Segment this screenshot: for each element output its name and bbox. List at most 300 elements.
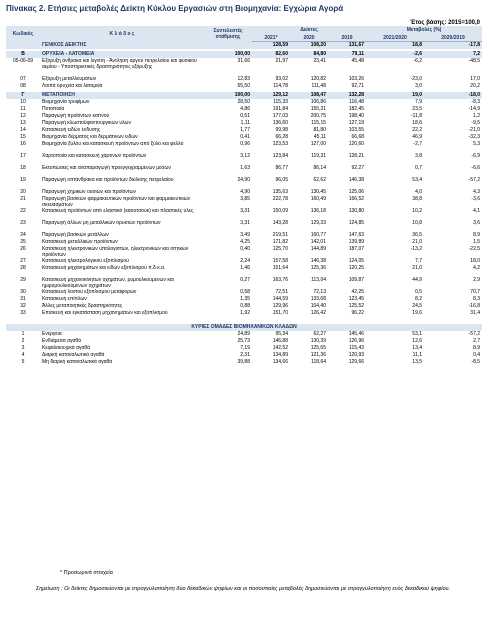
cell-code: 1 — [21, 331, 25, 337]
table-row — [6, 83, 482, 90]
table-row — [6, 196, 482, 208]
cell-w: 1,77 — [240, 127, 250, 133]
cell-i21: 82,60 — [252, 51, 290, 58]
cell-i21: 177,03 — [272, 113, 288, 119]
cell-w: 0,58 — [240, 289, 250, 295]
cell-name: ΜΕΤΑΠΟΙΗΣΗ — [40, 92, 204, 99]
table-row — [6, 338, 482, 345]
cell-c1: -2,6 — [366, 51, 424, 58]
cell-i21: 125,70 — [272, 246, 288, 252]
page-title: Πίνακας 2. Ετήσιες μεταβολές Δείκτη Κύκλου Εργασιών στη Βιομηχανία: Εγχώρια Αγορά — [6, 4, 344, 13]
cell-i19: 147,63 — [348, 232, 365, 238]
cell-i20: 104,40 — [310, 303, 326, 309]
cell-code: 07 — [20, 76, 26, 82]
cell-i20: 72,13 — [313, 289, 326, 295]
cell-w: 3,49 — [240, 232, 250, 238]
cell-i20: 86,14 — [313, 165, 326, 171]
cell-code: B — [6, 51, 40, 58]
cell-i19: 116,48 — [349, 99, 365, 105]
cell-i21: 146,88 — [272, 338, 288, 344]
table-row — [6, 153, 482, 165]
cell-name: Κατασκευή προϊόντων από ελαστικό (καουτσούκ) και πλαστικές ύλες — [42, 208, 194, 214]
cell-code: 10 — [20, 99, 26, 105]
table-row — [6, 246, 482, 258]
cell-i19: 139,89 — [348, 239, 365, 245]
cell-name: Κατασκευή μεταλλικών προϊόντων — [42, 239, 118, 245]
table-row — [6, 359, 482, 366]
cell-i20: 121,36 — [310, 352, 326, 358]
cell-c1: 53,4 — [412, 177, 423, 183]
cell-c1: 44,9 — [412, 277, 423, 283]
table-row — [6, 265, 482, 277]
section-c-row — [6, 92, 482, 99]
cell-c2: -57,2 — [468, 177, 481, 183]
cell-w: 1,92 — [240, 310, 250, 316]
cell-c1: 38,8 — [412, 196, 423, 202]
cell-i21: 115,33 — [273, 99, 288, 105]
cell-i20: 133,68 — [310, 296, 326, 302]
cell-code: 24 — [20, 232, 26, 238]
cell-code: 14 — [20, 127, 26, 133]
base-year-label: Έτος βάσης: 2015=100,0 — [410, 20, 480, 26]
table-row — [6, 76, 482, 83]
table-row — [6, 141, 482, 153]
cell-c2: 7,2 — [424, 51, 482, 58]
cell-c2: 3,6 — [473, 220, 481, 226]
cell-w: 2,24 — [240, 258, 250, 264]
cell-i20: 126,42 — [310, 310, 326, 316]
cell-c2: -3,6 — [471, 196, 481, 202]
cell-i21: 93,02 — [275, 76, 288, 82]
cell-w: 0,51 — [240, 113, 250, 119]
cell-c2: -32,3 — [468, 134, 481, 140]
cell-name: Χαρτοποιία και κατασκευή χάρτινων προϊόντων — [42, 153, 147, 159]
cell-c1: 46,9 — [412, 134, 423, 140]
table-row — [6, 58, 482, 76]
cell-i20: 106,86 — [310, 99, 326, 105]
cell-i21: 96,05 — [275, 177, 288, 183]
cell-code: 17 — [20, 153, 26, 159]
cell-c1: 21,0 — [412, 265, 423, 271]
cell-w: 25,73 — [237, 338, 250, 344]
cell-code: 13 — [20, 120, 26, 126]
cell-i19: 130,80 — [348, 208, 365, 214]
cell-w: 3,31 — [240, 220, 250, 226]
cell-i19: 66,68 — [351, 134, 365, 140]
cell-i19: 146,38 — [348, 177, 365, 183]
cell-code: Γ — [6, 92, 40, 99]
cell-w: 0,41 — [240, 134, 250, 140]
cell-name: Κατασκευή ηλεκτρολογικού εξοπλισμού — [42, 258, 129, 264]
turnover-index-table — [6, 26, 482, 366]
header-branch: Κ λ ά δ ο ς — [40, 26, 204, 42]
header-weights: Συντελεστές στάθμισης — [204, 26, 252, 42]
table-row — [6, 258, 482, 265]
cell-c2: -14,9 — [468, 106, 481, 112]
cell-i20: 130,39 — [310, 338, 326, 344]
cell-c2: -21,0 — [468, 127, 481, 133]
cell-c2: -6,6 — [471, 165, 481, 171]
header-changes: Μεταβολές (%) — [366, 26, 482, 34]
cell-i19: 120,60 — [348, 141, 365, 147]
cell-c2: 17,0 — [470, 76, 481, 82]
cell-c1: 53,1 — [412, 331, 423, 337]
rounding-note: Σημείωση : Οι δείκτες δημοσιεύονται με στρογγυλοποίηση δύο δεκαδικών ψηφίων και οι ποσοστιαίες μεταβολές δημοσιεύονται με στρογγυλοποίηση ενός δεκαδικού ψηφίου. — [35, 586, 451, 592]
cell-name: Επισκευή και εγκατάσταση μηχανημάτων και εξοπλισμού — [42, 310, 168, 316]
cell-w: 55,50 — [237, 83, 250, 89]
cell-name: Βιομηχανία ξύλου και κατασκευή προϊόντων από ξύλο και φελλό — [42, 141, 184, 147]
cell-code: 33 — [20, 310, 26, 316]
cell-i19: 124,05 — [348, 258, 365, 264]
provisional-footnote: * Προσωρινά στοιχεία — [60, 570, 113, 576]
cell-name: Διαρκή καταναλωτικά αγαθά — [42, 352, 105, 358]
cell-code: 20 — [20, 189, 26, 195]
cell-i19: 109,87 — [348, 277, 365, 283]
cell-c2: 31,4 — [470, 310, 481, 316]
cell-w: 3,85 — [240, 196, 250, 202]
cell-c2: -22,5 — [468, 246, 481, 252]
cell-c2: 1,5 — [473, 239, 481, 245]
cell-code: 2 — [21, 338, 25, 344]
cell-c1: 36,5 — [412, 232, 423, 238]
table-row — [6, 303, 482, 310]
cell-code: 11 — [20, 106, 26, 112]
table-header — [6, 26, 482, 42]
table-row — [6, 331, 482, 338]
cell-c1: 19,6 — [412, 310, 423, 316]
cell-name: Βιομηχανία τροφίμων — [42, 99, 90, 105]
cell-c2: 8,9 — [473, 232, 481, 238]
cell-name: Βιομηχανία δέρματος και δερμάτινων ειδών — [42, 134, 138, 140]
cell-code: 30 — [20, 289, 26, 295]
cell-i21: 99,98 — [275, 127, 288, 133]
cell-i20: 81,80 — [313, 127, 326, 133]
cell-c2: -17,8 — [424, 42, 482, 50]
header-change-2021-2020: 2021/2020 — [366, 34, 424, 42]
cell-i20: 155,31 — [310, 106, 326, 112]
cell-i19: 132,28 — [328, 92, 366, 99]
section-b-row — [6, 51, 482, 58]
cell-i19: 166,52 — [348, 196, 365, 202]
cell-i20: 62,62 — [313, 177, 326, 183]
cell-code: 08 — [20, 83, 26, 89]
table-row — [6, 296, 482, 303]
cell-w: 0,40 — [240, 246, 250, 252]
cell-i19: 125,52 — [348, 303, 365, 309]
cell-name: Ενδιάμεσα αγαθά — [42, 338, 82, 344]
cell-w: 39,88 — [237, 359, 250, 365]
cell-c2: 0,4 — [473, 352, 481, 358]
cell-i20: 160,49 — [310, 196, 326, 202]
cell-name: Ενέργεια — [42, 331, 62, 337]
cell-code: 18 — [20, 165, 26, 171]
cell-c1: 22,2 — [412, 127, 423, 133]
cell-w: 100,00 — [204, 92, 252, 99]
cell-c2: 5,3 — [473, 141, 481, 147]
cell-i21: 151,70 — [272, 310, 288, 316]
cell-c2: 8,3 — [473, 296, 481, 302]
cell-name: Εξόρυξη μεταλλευμάτων — [42, 76, 97, 82]
cell-i21: 123,84 — [272, 153, 288, 159]
cell-i19: 123,45 — [348, 296, 365, 302]
cell-i19: 79,11 — [328, 51, 366, 58]
cell-i20: 142,01 — [310, 239, 326, 245]
cell-i20: 200,75 — [310, 113, 326, 119]
cell-c1: 11,1 — [412, 352, 423, 358]
cell-i19: 128,21 — [348, 153, 365, 159]
cell-name: Κατασκευή μηχανοκίνητων οχημάτων, ρυμουλκούμενων και ημιρυμουλκούμενων οχημάτων — [42, 277, 174, 289]
cell-w: 0,27 — [240, 277, 250, 283]
cell-i21: 134,66 — [272, 359, 288, 365]
table-row — [6, 177, 482, 189]
table-row — [6, 189, 482, 196]
cell-code: 19 — [20, 177, 26, 183]
cell-c2: 1,2 — [473, 113, 481, 119]
table-row — [6, 277, 482, 289]
cell-c2: 4,2 — [473, 265, 481, 271]
cell-code: 25 — [20, 239, 26, 245]
cell-c2: 70,7 — [470, 289, 481, 295]
cell-i19: 42,25 — [351, 289, 365, 295]
header-2021: 2021* — [252, 34, 290, 42]
cell-name: Μη διαρκή καταναλωτικά αγαθά — [42, 359, 113, 365]
cell-w: 1,46 — [240, 265, 250, 271]
cell-code: 15 — [20, 134, 26, 140]
cell-i20: 84,80 — [290, 51, 328, 58]
cell-i21: 157,58 — [272, 258, 288, 264]
cell-code: 23 — [20, 220, 26, 226]
cell-code: 32 — [20, 303, 26, 309]
cell-c2: 8,9 — [473, 345, 481, 351]
cell-c1: -11,8 — [411, 113, 423, 119]
cell-c2: 4,3 — [473, 189, 481, 195]
table-row — [6, 99, 482, 106]
cell-i21: 150,09 — [272, 208, 288, 214]
cell-i19: 125,06 — [348, 189, 365, 195]
cell-i20: 160,77 — [310, 232, 326, 238]
cell-w: 100,00 — [204, 51, 252, 58]
cell-i21: 72,51 — [275, 289, 288, 295]
cell-name: Κατασκευή ηλεκτρονικών υπολογιστών, ηλεκτρονικών και οπτικών προϊόντων — [42, 246, 189, 258]
cell-name: Κατασκευή λοιπού εξοπλισμού μεταφορών — [42, 289, 137, 295]
cell-i20: 115,15 — [311, 120, 326, 126]
cell-i21: 134,89 — [272, 352, 288, 358]
cell-i20: 144,89 — [310, 246, 326, 252]
table-row — [6, 208, 482, 220]
header-code: Κωδικός — [6, 26, 40, 42]
cell-c2: -48,5 — [468, 58, 481, 64]
cell-i20: 129,33 — [310, 220, 326, 226]
cell-i21: 191,84 — [272, 106, 288, 112]
table-row — [6, 232, 482, 239]
cell-w: 1,11 — [240, 120, 250, 126]
cell-code: 27 — [20, 258, 26, 264]
cell-i19: 45,48 — [351, 58, 365, 64]
table-row — [6, 134, 482, 141]
cell-c2: -57,2 — [468, 331, 481, 337]
table-row — [6, 127, 482, 134]
table-row — [6, 220, 482, 232]
cell-i19: 92,71 — [351, 83, 365, 89]
header-2020: 2020 — [290, 34, 328, 42]
cell-i19: 126,96 — [348, 338, 365, 344]
cell-i21: 171,82 — [272, 239, 288, 245]
cell-c1: 21,0 — [412, 239, 423, 245]
cell-i21: 219,51 — [272, 232, 288, 238]
cell-c2: 2,7 — [473, 338, 481, 344]
cell-i20: 125,36 — [310, 265, 326, 271]
cell-i19: 187,07 — [348, 246, 365, 252]
cell-w: 4,90 — [240, 189, 250, 195]
table-row — [6, 352, 482, 359]
cell-i21: 114,78 — [273, 83, 288, 89]
cell-i19: 120,93 — [348, 352, 365, 358]
cell-c1: 3,8 — [415, 153, 423, 159]
cell-i19: 127,19 — [348, 120, 365, 126]
table-row — [6, 120, 482, 127]
cell-name: Παραγωγή οπτάνθρακα και προϊόντων διύλισης πετρελαίου — [42, 177, 174, 183]
cell-i21: 135,63 — [272, 189, 288, 195]
cell-i19: 115,43 — [349, 345, 365, 351]
cell-c1: 3,0 — [415, 83, 423, 89]
cell-i21: 21,97 — [275, 58, 288, 64]
cell-w: 12,83 — [237, 76, 250, 82]
cell-code: 29 — [20, 277, 26, 283]
cell-w: 1,35 — [240, 296, 250, 302]
cell-c1: 13,5 — [412, 359, 423, 365]
cell-i20: 119,31 — [311, 153, 326, 159]
cell-i21: 136,60 — [272, 120, 288, 126]
cell-c1: 24,5 — [412, 303, 423, 309]
cell-code: 12 — [20, 113, 26, 119]
cell-i21: 128,59 — [252, 42, 290, 50]
cell-c1: 0,7 — [415, 165, 423, 171]
cell-c1: 10,2 — [412, 208, 423, 214]
cell-name: Κατασκευή ειδών ένδυσης — [42, 127, 101, 133]
cell-i21: 142,52 — [272, 345, 288, 351]
cell-i20: 125,65 — [310, 345, 326, 351]
cell-i19: 96,22 — [351, 310, 365, 316]
cell-code: 28 — [20, 265, 26, 271]
table-body — [6, 42, 482, 367]
cell-code: 16 — [20, 141, 26, 147]
cell-c1: -23,0 — [410, 76, 423, 82]
cell-name: Άλλες μεταποιητικές δραστηριότητες — [42, 303, 123, 309]
cell-c1: 18,6 — [412, 120, 423, 126]
total-index-row — [6, 42, 482, 50]
cell-i21: 163,76 — [272, 277, 288, 283]
cell-c1: 10,8 — [412, 220, 423, 226]
cell-c1: 8,2 — [415, 296, 423, 302]
cell-name: ΟΡΥΧΕΙΑ - ΛΑΤΟΜΕΙΑ — [40, 51, 204, 58]
cell-w: 3,31 — [240, 208, 250, 214]
cell-code: 22 — [20, 208, 26, 214]
cell-c1: 23,5 — [412, 106, 423, 112]
groups-section-title: ΚΥΡΙΕΣ ΟΜΑΔΕΣ ΒΙΟΜΗΧΑΝΙΚΩΝ ΚΛΑΔΩΝ — [6, 324, 482, 331]
cell-i20: 136,18 — [310, 208, 326, 214]
cell-name: Κατασκευή μηχανημάτων και ειδών εξοπλισμού π.δ.κ.α. — [42, 265, 166, 271]
cell-c1: 7,9 — [415, 99, 423, 105]
cell-i20: 113,04 — [311, 277, 326, 283]
cell-i21: 144,59 — [272, 296, 288, 302]
cell-w: 24,89 — [237, 331, 250, 337]
cell-i20: 108,47 — [290, 92, 328, 99]
cell-i19: 129,66 — [348, 359, 365, 365]
cell-code — [6, 42, 40, 50]
cell-c1: 7,7 — [415, 258, 423, 264]
cell-i20: 146,38 — [310, 258, 326, 264]
table-row — [6, 239, 482, 246]
cell-i21: 151,64 — [272, 265, 288, 271]
cell-w: 7,19 — [240, 345, 250, 351]
cell-name: Παραγωγή άλλων μη μεταλλικών ορυκτών προϊόντων — [42, 220, 161, 226]
cell-name: ΓΕΝΙΚΟΣ ΔΕΙΚΤΗΣ — [40, 42, 204, 50]
cell-c1: -6,2 — [413, 58, 423, 64]
cell-i20: 111,48 — [311, 83, 326, 89]
cell-i19: 198,40 — [348, 113, 365, 119]
cell-name: Λοιπά ορυχεία και λατομεία — [42, 83, 103, 89]
cell-i20: 127,00 — [310, 141, 326, 147]
cell-c2: -18,0 — [424, 92, 482, 99]
cell-c1: -13,2 — [410, 246, 423, 252]
cell-name: Παραγωγή χημικών ουσιών και προϊόντων — [42, 189, 137, 195]
cell-c2: -8,5 — [471, 359, 481, 365]
cell-w: 24,90 — [237, 177, 250, 183]
cell-i19: 182,45 — [348, 106, 365, 112]
cell-i20: 62,27 — [313, 331, 326, 337]
cell-code: 5 — [21, 359, 25, 365]
cell-w: 28,50 — [237, 99, 250, 105]
cell-i19: 120,25 — [348, 265, 365, 271]
cell-c2: 2,9 — [473, 277, 481, 283]
table-row — [6, 113, 482, 120]
cell-name: Εκτυπώσεις και αναπαραγωγή προεγγεγραμμένων μέσων — [42, 165, 171, 171]
cell-c2: 20,2 — [470, 83, 481, 89]
cell-name: Παραγωγή κλωστοϋφαντουργικών υλών — [42, 120, 131, 126]
cell-c1: 4,0 — [415, 189, 423, 195]
cell-w: 0,88 — [240, 303, 250, 309]
cell-w: 4,25 — [240, 239, 250, 245]
header-2019: 2019 — [328, 34, 366, 42]
cell-w: 4,86 — [240, 106, 250, 112]
cell-i21: 123,53 — [272, 141, 288, 147]
cell-i20: 118,64 — [311, 359, 326, 365]
cell-name: Παραγωγή προϊόντων καπνού — [42, 113, 110, 119]
cell-code: 3 — [21, 345, 25, 351]
cell-w: 3,12 — [240, 153, 250, 159]
cell-name: Παραγωγή βασικών μετάλλων — [42, 232, 109, 238]
cell-w: 0,96 — [240, 141, 250, 147]
cell-c2: -8,3 — [471, 99, 481, 105]
table-row — [6, 310, 482, 322]
cell-c2: 18,0 — [470, 258, 481, 264]
cell-i20: 23,41 — [313, 58, 326, 64]
cell-i21: 86,77 — [275, 165, 288, 171]
cell-w: 31,66 — [237, 58, 250, 64]
cell-i21: 129,12 — [252, 92, 290, 99]
cell-i19: 145,46 — [348, 331, 365, 337]
cell-i20: 45,11 — [313, 134, 326, 140]
cell-i21: 66,28 — [275, 134, 288, 140]
table-row — [6, 345, 482, 352]
cell-w: 1,63 — [240, 165, 250, 171]
cell-name: Ποτοποιία — [42, 106, 65, 112]
cell-c1: 12,6 — [412, 338, 423, 344]
cell-i19: 103,55 — [348, 127, 365, 133]
cell-i21: 95,34 — [275, 331, 288, 337]
cell-c1: 18,8 — [366, 42, 424, 50]
header-indices: Δείκτες — [252, 26, 366, 34]
